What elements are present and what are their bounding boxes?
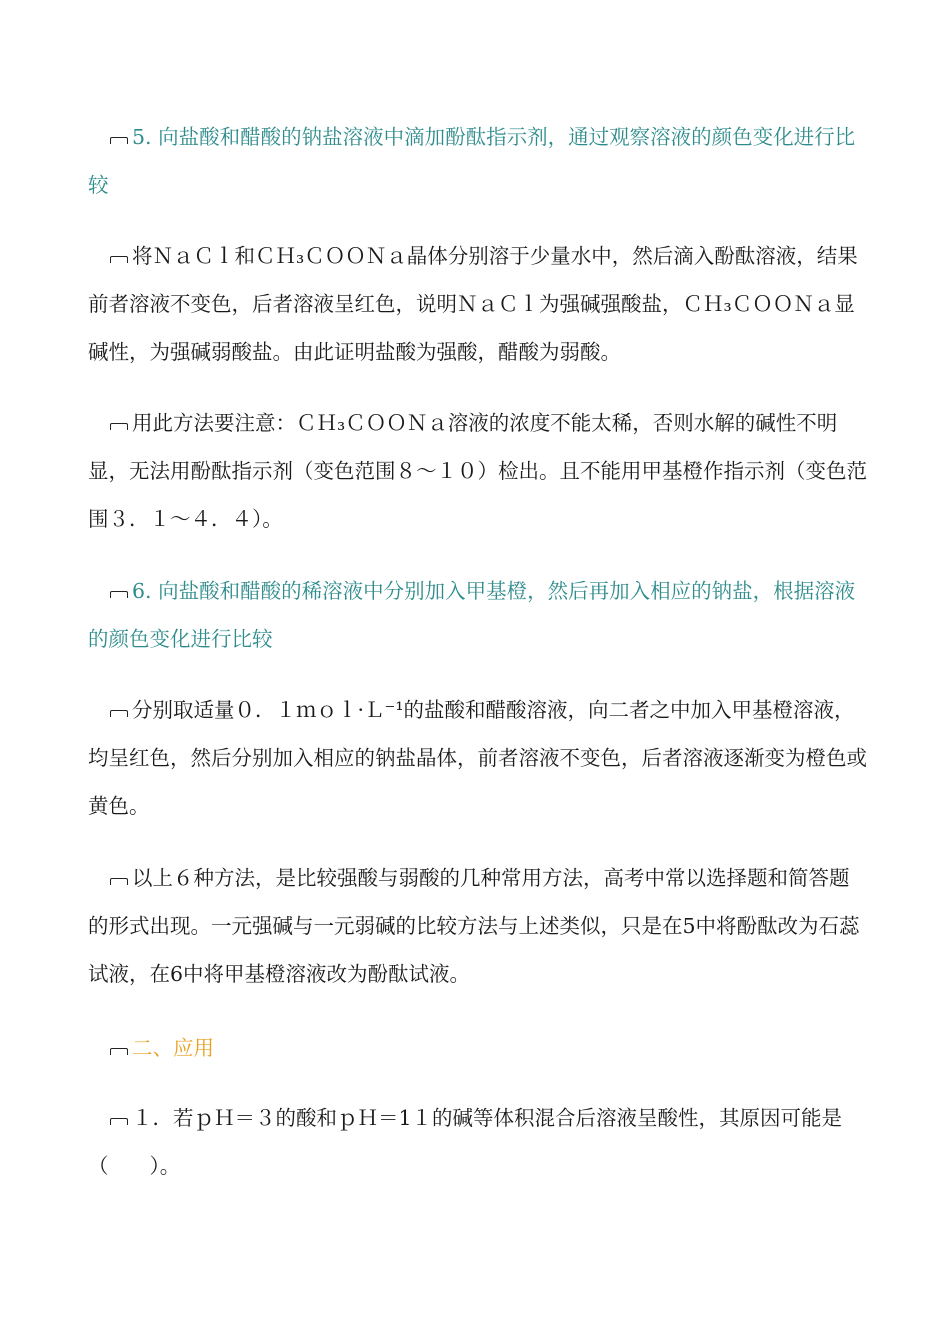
paragraph-mark-icon	[110, 256, 128, 263]
paragraph-mark-icon	[110, 423, 128, 430]
heading-text: 6. 向盐酸和醋酸的稀溶液中分别加入甲基橙，然后再加入相应的钠盐，根据溶液的颜色变化进行比较	[88, 579, 856, 651]
paragraph-mark-icon	[110, 1048, 128, 1055]
heading-method-5	[88, 113, 868, 209]
paragraph-mark-icon	[110, 878, 128, 885]
heading-text: 5. 向盐酸和醋酸的钠盐溶液中滴加酚酞指示剂，通过观察溶液的颜色变化进行比较	[88, 125, 856, 197]
paragraph-method-6-body	[88, 686, 868, 830]
paragraph-method-5-body	[88, 232, 868, 376]
paragraph-text: 分别取适量０．１ｍｏｌ·Ｌ⁻¹的盐酸和醋酸溶液，向二者之中加入甲基橙溶液，均呈红色，然后分别加入相应的钠盐晶体，前者溶液不变色，后者溶液逐渐变为橙色或黄色。	[88, 698, 867, 818]
paragraph-text: 用此方法要注意：ＣＨ₃ＣＯＯＮａ溶液的浓度不能太稀，否则水解的碱性不明显，无法用酚酞指示剂（变色范围８～１０）检出。且不能用甲基橙作指示剂（变色范围３．１～４．４）。	[88, 411, 867, 531]
paragraph-mark-icon	[110, 710, 128, 717]
paragraph-method-5-note	[88, 399, 868, 543]
paragraph-text: 以上６种方法，是比较强酸与弱酸的几种常用方法，高考中常以选择题和简答题的形式出现。一元强碱与一元弱碱的比较方法与上述类似，只是在5中将酚酞改为石蕊试液，在6中将甲基橙溶液改为酚酞试液。	[88, 866, 860, 986]
paragraph-mark-icon	[110, 1118, 128, 1125]
question-1	[88, 1094, 868, 1190]
section-heading-text: 二、应用	[132, 1036, 214, 1060]
paragraph-mark-icon	[110, 591, 128, 598]
paragraph-summary	[88, 854, 868, 998]
section-heading-application	[88, 1024, 868, 1072]
heading-method-6	[88, 567, 868, 663]
paragraph-text: 将ＮａＣｌ和ＣＨ₃ＣＯＯＮａ晶体分别溶于少量水中，然后滴入酚酞溶液，结果前者溶液不变色，后者溶液呈红色，说明ＮａＣｌ为强碱强酸盐，ＣＨ₃ＣＯＯＮａ显碱性，为强碱弱酸盐。由此证明盐酸为强酸，醋酸为弱酸。	[88, 244, 858, 364]
question-text: １．若ｐＨ＝３的酸和ｐＨ＝1１的碱等体积混合后溶液呈酸性，其原因可能是（ ）。	[88, 1106, 843, 1178]
paragraph-mark-icon	[110, 137, 128, 144]
